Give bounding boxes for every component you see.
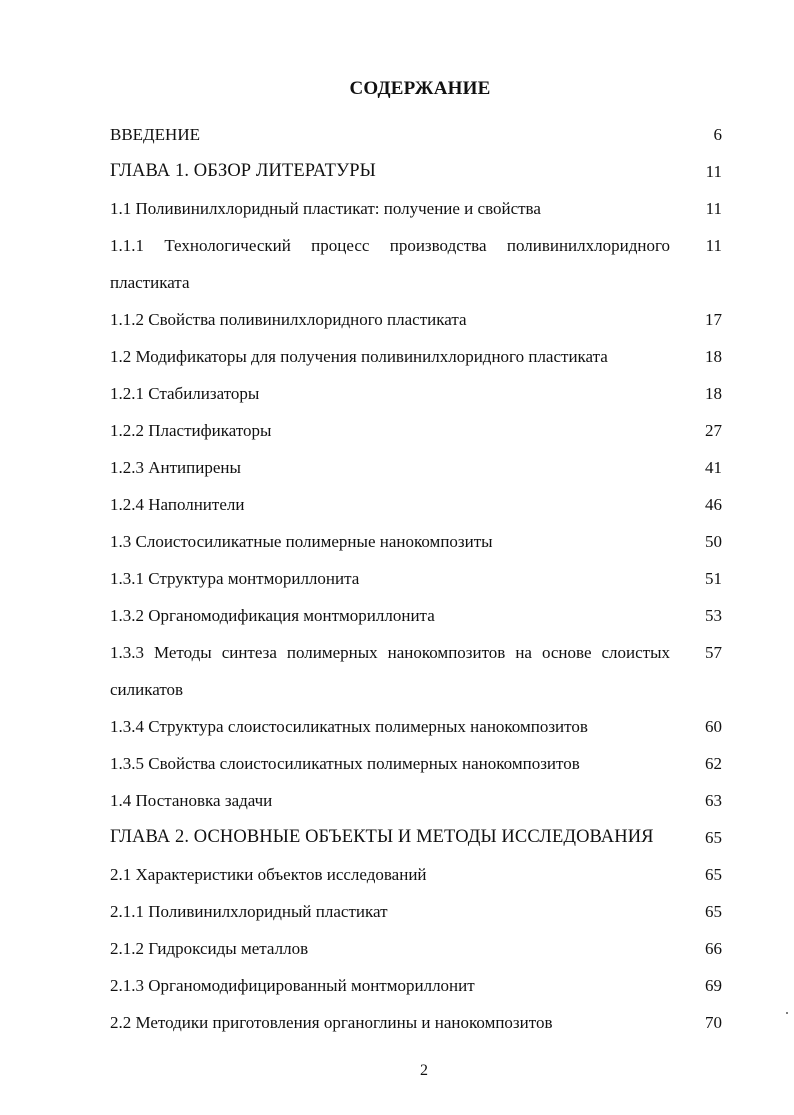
toc-entry-page: 60 (705, 717, 722, 736)
toc-entry-label: 2.2 Методики приготовления органоглины и нанокомпозитов (110, 1013, 553, 1032)
toc-entry-page: 18 (705, 347, 722, 366)
toc-entry (110, 149, 722, 186)
page-number: 2 (420, 1062, 428, 1079)
toc-entry (110, 593, 722, 630)
toc-entry (110, 482, 722, 519)
toc-entry-page: 50 (705, 532, 722, 551)
toc-entry (110, 371, 722, 408)
toc-entry-page: 18 (705, 384, 722, 403)
toc-entry-label: 2.1.2 Гидроксиды металлов (110, 939, 309, 958)
toc-entry-label: 1.3.1 Структура монтмориллонита (110, 569, 360, 588)
toc-entry-page: 11 (705, 236, 722, 255)
toc-entry-page: 66 (705, 939, 722, 958)
toc-entry-label: ГЛАВА 1. ОБЗОР ЛИТЕРАТУРЫ (110, 161, 376, 181)
toc-entry (110, 445, 722, 482)
toc-entry-label: 2.1.3 Органомодифицированный монтмориллонит (110, 976, 475, 995)
toc-entry (110, 408, 722, 445)
toc-entry-label: 1.3.3 Методы синтеза полимерных нанокомпозитов на основе слоистых силикатов (110, 643, 670, 699)
toc-entry-label: 1.3.2 Органомодификация монтмориллонита (110, 606, 435, 625)
toc-entry (110, 963, 722, 1000)
toc-entry-page: 41 (705, 458, 722, 477)
toc-entry (110, 556, 722, 593)
toc-entry-page: 46 (705, 495, 722, 514)
toc-entry (110, 519, 722, 556)
toc-entry-page: 53 (705, 606, 722, 625)
toc-entry (110, 815, 722, 852)
toc-entry-label: 1.3.4 Структура слоистосиликатных полимерных нанокомпозитов (110, 717, 588, 736)
toc-entry-page: 51 (705, 569, 722, 588)
toc-entry-page: 62 (705, 754, 722, 773)
toc-entry-label: 1.3.5 Свойства слоистосиликатных полимерных нанокомпозитов (110, 754, 580, 773)
toc-entry-page: 65 (705, 902, 722, 921)
toc-entry-page: 11 (705, 162, 722, 181)
toc-entry-page: 70 (705, 1013, 722, 1032)
toc-entry (110, 112, 722, 149)
toc-entry-page: 65 (705, 865, 722, 884)
toc-entry-label: 1.1 Поливинилхлоридный пластикат: получение и свойства (110, 199, 541, 218)
toc-entry (110, 926, 722, 963)
toc-entry-label: 1.2 Модификаторы для получения поливинилхлоридного пластиката (110, 347, 608, 366)
toc-entry-label: 1.2.4 Наполнители (110, 495, 245, 514)
toc-entry-label: 1.2.3 Антипирены (110, 458, 241, 477)
table-of-contents (110, 112, 722, 1037)
scan-speck (786, 1012, 788, 1014)
toc-entry-label: 1.4 Постановка задачи (110, 791, 273, 810)
toc-entry-label: 1.1.1 Технологический процесс производства поливинилхлоридного пластиката (110, 236, 670, 292)
toc-entry-page: 6 (713, 125, 722, 144)
toc-entry (110, 741, 722, 778)
toc-entry-label: ГЛАВА 2. ОСНОВНЫЕ ОБЪЕКТЫ И МЕТОДЫ ИССЛЕДОВАНИЯ (110, 827, 654, 847)
toc-entry (110, 334, 722, 371)
toc-entry (110, 704, 722, 741)
toc-entry (110, 852, 722, 889)
toc-entry (110, 630, 722, 704)
toc-entry-label: 1.3 Слоистосиликатные полимерные нанокомпозиты (110, 532, 493, 551)
toc-entry-page: 27 (705, 421, 722, 440)
toc-entry-label: 1.2.1 Стабилизаторы (110, 384, 260, 403)
toc-entry-page: 11 (705, 199, 722, 218)
toc-entry (110, 186, 722, 223)
toc-entry-label: 2.1 Характеристики объектов исследований (110, 865, 427, 884)
toc-entry-label: 2.1.1 Поливинилхлоридный пластикат (110, 902, 388, 921)
toc-entry (110, 1000, 722, 1037)
toc-entry-label: 1.1.2 Свойства поливинилхлоридного пластиката (110, 310, 467, 329)
toc-entry (110, 223, 722, 297)
toc-entry (110, 297, 722, 334)
toc-entry (110, 778, 722, 815)
toc-entry-page: 17 (705, 310, 722, 329)
toc-entry-page: 69 (705, 976, 722, 995)
toc-entry-label: 1.2.2 Пластификаторы (110, 421, 272, 440)
page-title: СОДЕРЖАНИЕ (349, 78, 491, 99)
toc-entry-page: 65 (705, 828, 722, 847)
toc-entry-label: ВВЕДЕНИЕ (110, 125, 200, 144)
toc-entry-page: 63 (705, 791, 722, 810)
toc-entry-page: 57 (705, 643, 722, 662)
toc-entry (110, 889, 722, 926)
